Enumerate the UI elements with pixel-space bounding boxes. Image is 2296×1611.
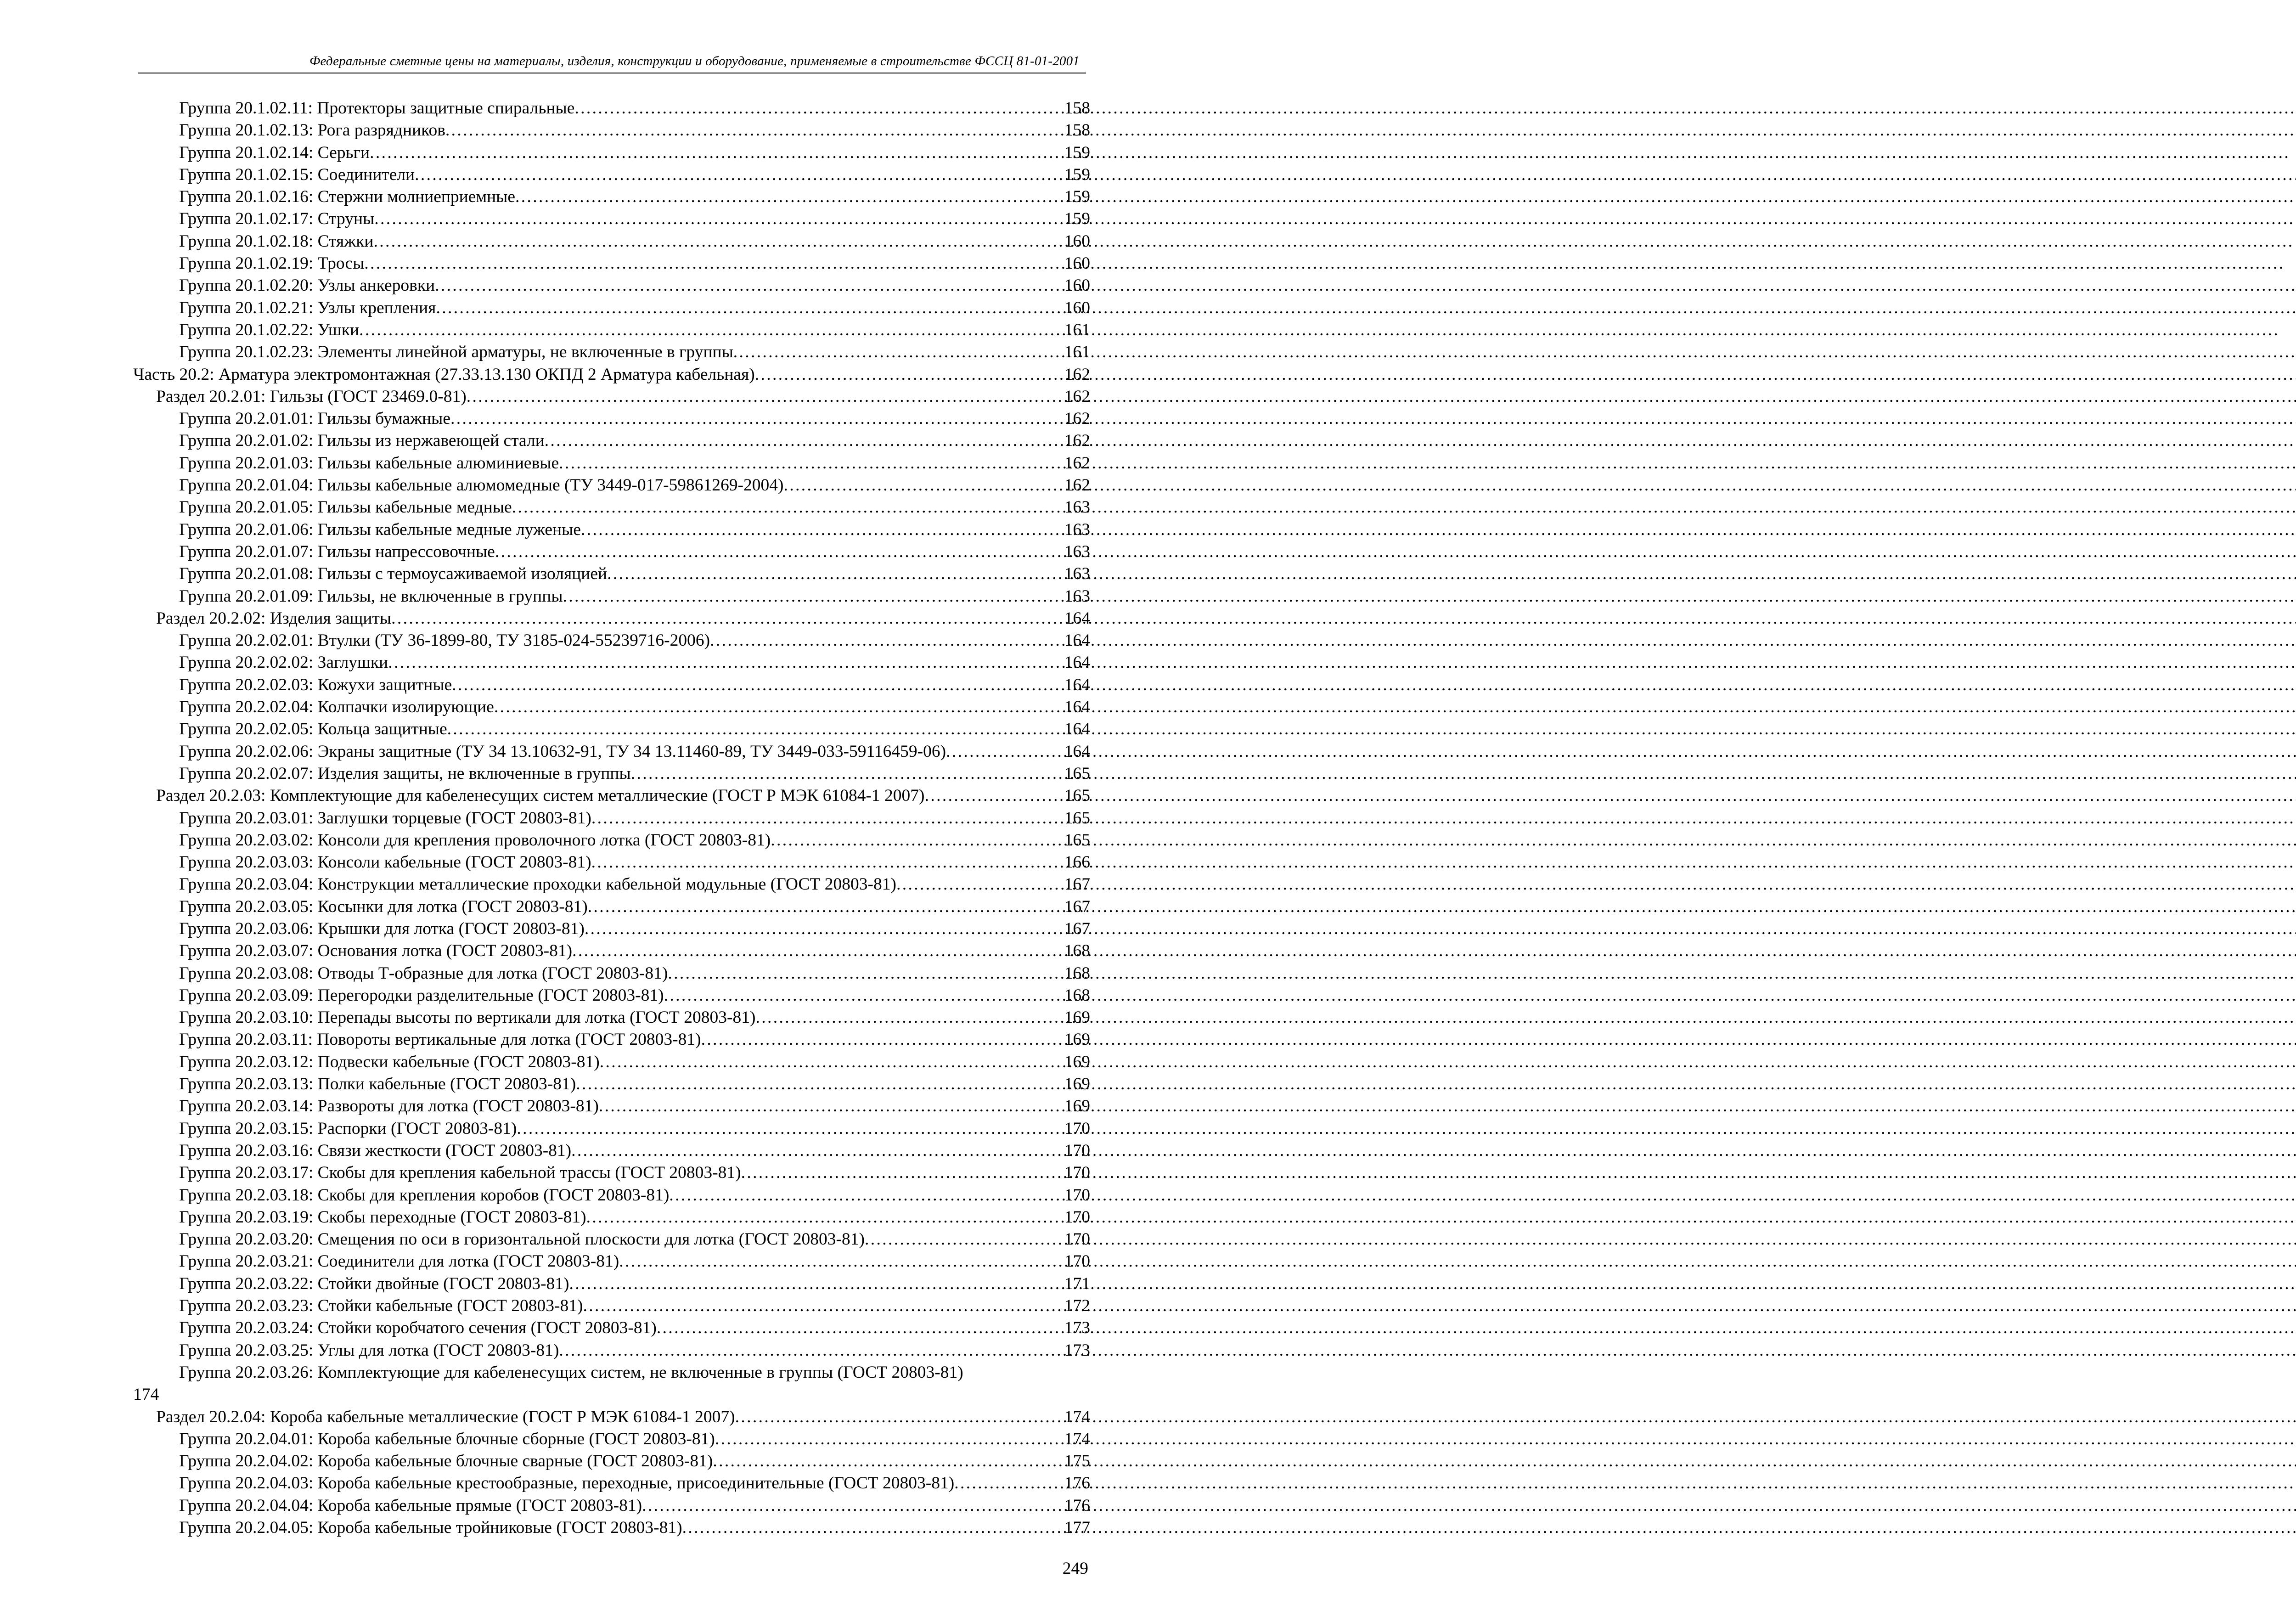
toc-entry-title: Группа 20.1.02.16: Стержни молниеприемные bbox=[179, 187, 516, 207]
toc-entry-title: Группа 20.2.03.07: Основания лотка (ГОСТ 20803-81) bbox=[179, 941, 573, 961]
toc-entry-title: Группа 20.2.03.06: Крышки для лотка (ГОСТ 20803-81) bbox=[179, 919, 585, 938]
toc-entry[interactable] bbox=[133, 253, 1090, 275]
toc-entry[interactable] bbox=[133, 208, 1090, 230]
toc-entry-page: 167 bbox=[1064, 897, 1090, 916]
toc-entry-page: 159 bbox=[1064, 143, 1090, 162]
toc-entry[interactable] bbox=[133, 940, 1090, 962]
toc-entry-title: Группа 20.2.01.08: Гильзы с термоусаживаемой изоляцией bbox=[179, 564, 608, 584]
running-header bbox=[138, 50, 1086, 73]
toc-leader-dots bbox=[495, 541, 1064, 563]
toc-leader-dots bbox=[576, 1073, 1063, 1095]
toc-leader-dots bbox=[517, 1118, 1063, 1140]
toc-entry-page: 175 bbox=[1064, 1452, 1090, 1471]
toc-leader-dots bbox=[559, 1340, 1063, 1362]
toc-entry[interactable] bbox=[133, 364, 1090, 386]
toc-entry[interactable] bbox=[133, 1495, 1090, 1517]
toc-entry-title: Группа 20.2.03.26: Комплектующие для кабеленесущих систем, не включенные в группы (ГОСТ 20803-81) bbox=[179, 1363, 963, 1382]
toc-entry-page: 158 bbox=[1064, 121, 1090, 140]
toc-entry[interactable] bbox=[133, 718, 1090, 740]
toc-entry-title: Часть 20.2: Арматура электромонтажная (27.33.13.130 ОКПД 2 Арматура кабельная) bbox=[133, 365, 755, 384]
toc-entry-page: 160 bbox=[1064, 276, 1090, 295]
toc-entry-page: 177 bbox=[1064, 1518, 1090, 1537]
toc-leader-dots bbox=[571, 1140, 1064, 1162]
toc-entry-page: 165 bbox=[1064, 830, 1090, 850]
toc-leader-dots bbox=[583, 1295, 1063, 1317]
table-of-contents bbox=[133, 97, 1090, 1539]
toc-entry[interactable] bbox=[133, 630, 1090, 652]
toc-entry-title: Группа 20.2.03.20: Смещения по оси в горизонтальной плоскости для лотка (ГОСТ 20803-81) bbox=[179, 1230, 865, 1249]
toc-entry[interactable] bbox=[133, 452, 1090, 474]
toc-entry[interactable] bbox=[133, 963, 1090, 985]
toc-entry-page: 164 bbox=[1064, 675, 1090, 694]
toc-entry-title: Группа 20.2.03.08: Отводы Т-образные для лотка (ГОСТ 20803-81) bbox=[179, 963, 668, 983]
toc-leader-dots bbox=[374, 231, 1064, 253]
toc-entry-title: Группа 20.2.03.21: Соединители для лотка (ГОСТ 20803-81) bbox=[179, 1252, 619, 1271]
toc-leader-dots bbox=[642, 1495, 1064, 1517]
toc-entry-title: Группа 20.2.03.18: Скобы для крепления коробов (ГОСТ 20803-81) bbox=[179, 1185, 670, 1205]
toc-entry-title: Группа 20.2.01.06: Гильзы кабельные медные луженые bbox=[179, 520, 581, 539]
toc-leader-dots bbox=[682, 1517, 1064, 1539]
toc-leader-dots bbox=[896, 873, 1064, 896]
toc-entry-page: 170 bbox=[1064, 1141, 1090, 1160]
toc-entry-leader-line bbox=[133, 1384, 1090, 1406]
toc-entry[interactable] bbox=[133, 1095, 1090, 1117]
toc-leader-dots bbox=[715, 1428, 1064, 1450]
toc-entry-page: 162 bbox=[1064, 409, 1090, 428]
toc-list-continued bbox=[133, 1406, 1090, 1539]
toc-entry[interactable] bbox=[133, 1250, 1090, 1273]
toc-entry[interactable] bbox=[133, 1184, 1090, 1206]
toc-entry[interactable] bbox=[133, 142, 1090, 164]
toc-entry-page: 167 bbox=[1064, 919, 1090, 938]
toc-entry-page: 163 bbox=[1064, 520, 1090, 539]
toc-entry[interactable] bbox=[133, 541, 1090, 563]
toc-entry-page: 161 bbox=[1064, 320, 1090, 339]
toc-leader-dots bbox=[591, 851, 1064, 873]
toc-entry-title: Группа 20.2.02.05: Кольца защитные bbox=[179, 720, 447, 739]
toc-leader-dots bbox=[771, 829, 1064, 851]
toc-entry-page: 174 bbox=[1064, 1429, 1090, 1448]
toc-entry-page: 170 bbox=[1064, 1163, 1090, 1183]
toc-entry-title: Группа 20.2.03.11: Повороты вертикальные для лотка (ГОСТ 20803-81) bbox=[179, 1030, 701, 1049]
toc-entry-title: Группа 20.2.03.05: Косынки для лотка (ГОСТ 20803-81) bbox=[179, 897, 588, 916]
toc-entry-title: Группа 20.1.02.21: Узлы крепления bbox=[179, 298, 436, 317]
toc-entry-title: Группа 20.2.03.16: Связи жесткости (ГОСТ 20803-81) bbox=[179, 1141, 572, 1160]
toc-entry-title: Группа 20.2.04.03: Короба кабельные крестообразные, переходные, присоединительные (ГОСТ 20803-81) bbox=[179, 1474, 955, 1493]
toc-entry-title: Группа 20.2.02.01: Втулки (ТУ 36-1899-80, ТУ 3185-024-55239716-2006) bbox=[179, 631, 710, 650]
toc-entry-page: 164 bbox=[1064, 698, 1090, 717]
toc-leader-dots bbox=[710, 630, 1064, 652]
toc-entry-page: 165 bbox=[1064, 808, 1090, 828]
toc-entry-title: Группа 20.2.03.25: Углы для лотка (ГОСТ 20803-81) bbox=[179, 1341, 559, 1360]
toc-entry[interactable] bbox=[133, 674, 1090, 696]
toc-entry[interactable] bbox=[133, 696, 1090, 718]
toc-entry[interactable] bbox=[133, 586, 1090, 608]
toc-leader-dots bbox=[374, 208, 1063, 230]
toc-entry[interactable] bbox=[133, 741, 1090, 763]
toc-entry-page: 160 bbox=[1064, 254, 1090, 273]
toc-entry-title: Группа 20.2.03.24: Стойки коробчатого сечения (ГОСТ 20803-81) bbox=[179, 1318, 657, 1338]
toc-leader-dots bbox=[946, 741, 1064, 763]
toc-entry[interactable] bbox=[133, 1140, 1090, 1162]
toc-entry[interactable] bbox=[133, 1472, 1090, 1494]
toc-entry-page: 170 bbox=[1064, 1252, 1090, 1271]
toc-leader-dots bbox=[631, 763, 1064, 785]
toc-entry-page: 173 bbox=[1064, 1341, 1090, 1360]
toc-leader-dots bbox=[733, 341, 1064, 363]
toc-entry-title: Раздел 20.2.02: Изделия защиты bbox=[156, 608, 392, 628]
toc-entry-title: Группа 20.2.04.05: Короба кабельные тройниковые (ГОСТ 20803-81) bbox=[179, 1518, 682, 1537]
toc-entry-page: 170 bbox=[1064, 1185, 1090, 1205]
toc-leader-dots bbox=[585, 918, 1064, 940]
toc-entry-title: Группа 20.2.04.02: Короба кабельные блочные сварные (ГОСТ 20803-81) bbox=[179, 1452, 713, 1471]
toc-entry-page: 163 bbox=[1064, 542, 1090, 561]
toc-leader-dots bbox=[599, 1095, 1064, 1117]
toc-entry[interactable] bbox=[133, 918, 1090, 940]
toc-entry-page: 169 bbox=[1064, 1052, 1090, 1071]
toc-entry-page: 169 bbox=[1064, 1075, 1090, 1094]
toc-entry-page: 173 bbox=[1064, 1318, 1090, 1338]
toc-entry-page: 169 bbox=[1064, 1030, 1090, 1049]
toc-entry[interactable] bbox=[133, 186, 1090, 208]
toc-leader-dots bbox=[515, 186, 1064, 208]
toc-entry-wrapped[interactable] bbox=[133, 1362, 1090, 1406]
toc-entry-page: 162 bbox=[1064, 365, 1090, 384]
toc-entry[interactable] bbox=[133, 829, 1090, 851]
toc-entry-page: 166 bbox=[1064, 853, 1090, 872]
toc-entry-title: Группа 20.2.03.14: Развороты для лотка (ГОСТ 20803-81) bbox=[179, 1097, 599, 1116]
toc-entry[interactable] bbox=[133, 1007, 1090, 1029]
toc-entry-page: 174 bbox=[1064, 1407, 1090, 1426]
toc-entry[interactable] bbox=[133, 763, 1090, 785]
toc-entry[interactable] bbox=[133, 119, 1090, 141]
toc-entry[interactable] bbox=[133, 519, 1090, 541]
toc-leader-dots bbox=[569, 1273, 1063, 1295]
toc-entry[interactable] bbox=[133, 1295, 1090, 1317]
toc-entry-page: 162 bbox=[1064, 387, 1090, 406]
toc-entry-title: Группа 20.2.02.02: Заглушки bbox=[179, 653, 388, 672]
toc-entry-title: Раздел 20.2.01: Гильзы (ГОСТ 23469.0-81) bbox=[156, 387, 467, 406]
toc-leader-dots bbox=[664, 985, 1064, 1007]
toc-entry[interactable] bbox=[133, 1406, 1090, 1428]
toc-entry-title: Группа 20.2.02.06: Экраны защитные (ТУ 34 13.10632-91, ТУ 34 13.11460-89, ТУ 3449-033-59116459-06) bbox=[179, 742, 946, 761]
toc-entry-page: 164 bbox=[1064, 653, 1090, 672]
toc-entry-title: Группа 20.2.03.12: Подвески кабельные (ГОСТ 20803-81) bbox=[179, 1052, 600, 1071]
toc-entry-title: Группа 20.1.02.13: Рога разрядников bbox=[179, 121, 445, 140]
toc-entry-title: Группа 20.1.02.17: Струны bbox=[179, 209, 375, 229]
toc-leader-dots bbox=[669, 1184, 1063, 1206]
toc-entry-title: Группа 20.2.03.15: Распорки (ГОСТ 20803-81) bbox=[179, 1119, 517, 1138]
toc-entry-title: Группа 20.1.02.15: Соединители bbox=[179, 165, 415, 184]
toc-leader-dots bbox=[512, 496, 1064, 518]
toc-entry-title: Группа 20.2.03.09: Перегородки разделительные (ГОСТ 20803-81) bbox=[179, 986, 664, 1005]
toc-entry-title: Группа 20.2.01.01: Гильзы бумажные bbox=[179, 409, 451, 428]
toc-entry[interactable] bbox=[133, 341, 1090, 363]
toc-entry-page: 159 bbox=[1064, 187, 1090, 207]
toc-leader-dots bbox=[713, 1450, 1063, 1472]
toc-entry[interactable] bbox=[133, 1206, 1090, 1228]
toc-entry-title: Группа 20.2.01.05: Гильзы кабельные медные bbox=[179, 498, 512, 517]
toc-leader-dots bbox=[784, 474, 1064, 496]
toc-leader-dots bbox=[954, 1472, 1064, 1494]
toc-entry-page: 163 bbox=[1064, 564, 1090, 584]
toc-entry-page: 168 bbox=[1064, 986, 1090, 1005]
toc-entry[interactable] bbox=[133, 1273, 1090, 1295]
toc-leader-dots bbox=[359, 319, 1064, 341]
toc-entry-page: 165 bbox=[1064, 786, 1090, 806]
toc-entry[interactable] bbox=[133, 1029, 1090, 1051]
toc-leader-dots bbox=[447, 718, 1064, 740]
toc-leader-dots bbox=[574, 97, 1063, 119]
toc-entry-page: 164 bbox=[1064, 742, 1090, 761]
toc-entry-title: Группа 20.2.03.13: Полки кабельные (ГОСТ 20803-81) bbox=[179, 1075, 576, 1094]
toc-entry[interactable] bbox=[133, 97, 1090, 119]
toc-leader-dots bbox=[600, 1051, 1064, 1073]
toc-leader-dots bbox=[494, 696, 1064, 718]
toc-entry-title: Группа 20.1.02.23: Элементы линейной арматуры, не включенные в группы bbox=[179, 343, 733, 362]
toc-leader-dots bbox=[657, 1317, 1064, 1339]
toc-leader-dots bbox=[370, 142, 1064, 164]
toc-entry[interactable] bbox=[133, 807, 1090, 829]
toc-leader-dots bbox=[436, 297, 1063, 319]
toc-entry-page: 160 bbox=[1064, 231, 1090, 251]
toc-entry-page: 158 bbox=[1064, 99, 1090, 118]
toc-leader-dots bbox=[415, 164, 1064, 186]
toc-entry-page: 164 bbox=[1064, 631, 1090, 650]
toc-entry[interactable] bbox=[133, 1073, 1090, 1095]
toc-entry-page: 162 bbox=[1064, 431, 1090, 451]
toc-leader-dots bbox=[445, 119, 1064, 141]
toc-entry[interactable] bbox=[133, 1428, 1090, 1450]
toc-leader-dots bbox=[545, 430, 1064, 452]
toc-entry-page: 171 bbox=[1064, 1274, 1090, 1293]
toc-leader-dots bbox=[619, 1250, 1064, 1273]
toc-entry[interactable] bbox=[133, 319, 1090, 341]
toc-leader-dots bbox=[452, 674, 1064, 696]
toc-leader-dots bbox=[364, 253, 1063, 275]
toc-leader-dots bbox=[865, 1228, 1064, 1250]
toc-entry[interactable] bbox=[133, 1051, 1090, 1073]
toc-leader-dots bbox=[391, 608, 1064, 630]
toc-entry-page: 176 bbox=[1064, 1474, 1090, 1493]
toc-entry[interactable] bbox=[133, 1450, 1090, 1472]
toc-leader-dots bbox=[701, 1029, 1064, 1051]
toc-leader-dots bbox=[450, 408, 1064, 430]
toc-entry-title: Группа 20.2.02.07: Изделия защиты, не включенные в группы bbox=[179, 764, 631, 783]
toc-leader-dots bbox=[563, 586, 1064, 608]
toc-entry[interactable] bbox=[133, 563, 1090, 585]
toc-entry[interactable] bbox=[133, 985, 1090, 1007]
toc-leader-dots bbox=[741, 1162, 1064, 1184]
toc-entry-page: 164 bbox=[1064, 608, 1090, 628]
toc-entry[interactable] bbox=[133, 1317, 1090, 1339]
toc-leader-dots bbox=[755, 364, 1064, 386]
toc-entry[interactable] bbox=[133, 1517, 1090, 1539]
toc-leader-dots bbox=[668, 963, 1063, 985]
toc-entry-title: Группа 20.2.01.07: Гильзы напрессовочные bbox=[179, 542, 495, 561]
toc-entry-title: Группа 20.1.02.20: Узлы анкеровки bbox=[179, 276, 435, 295]
toc-entry[interactable] bbox=[133, 1228, 1090, 1250]
toc-entry-page: 164 bbox=[1064, 720, 1090, 739]
toc-entry-page: 167 bbox=[1064, 875, 1090, 894]
toc-entry-page: 170 bbox=[1064, 1119, 1090, 1138]
toc-entry-page: 168 bbox=[1064, 941, 1090, 961]
toc-entry-title: Группа 20.2.01.02: Гильзы из нержавеющей стали bbox=[179, 431, 545, 451]
toc-list bbox=[133, 97, 1090, 1362]
toc-entry[interactable] bbox=[133, 474, 1090, 496]
toc-entry-page: 172 bbox=[1064, 1296, 1090, 1316]
toc-leader-dots bbox=[588, 896, 1064, 918]
toc-entry-page: 163 bbox=[1064, 498, 1090, 517]
toc-entry-title: Раздел 20.2.03: Комплектующие для кабеленесущих систем металлические (ГОСТ Р МЭК 61084-1 2007) bbox=[156, 786, 925, 806]
toc-entry-page: 163 bbox=[1064, 586, 1090, 606]
toc-entry[interactable] bbox=[133, 408, 1090, 430]
toc-leader-dots bbox=[388, 652, 1064, 674]
toc-entry-page: 162 bbox=[1064, 453, 1090, 473]
toc-entry[interactable] bbox=[133, 851, 1090, 873]
toc-entry-page: 168 bbox=[1064, 963, 1090, 983]
toc-leader-dots bbox=[735, 1406, 1064, 1428]
toc-entry[interactable] bbox=[133, 275, 1090, 297]
toc-entry-page: 161 bbox=[1064, 343, 1090, 362]
toc-entry[interactable] bbox=[133, 896, 1090, 918]
toc-entry-title: Группа 20.1.02.22: Ушки bbox=[179, 320, 360, 339]
toc-entry-title: Группа 20.2.04.01: Короба кабельные блочные сборные (ГОСТ 20803-81) bbox=[179, 1429, 715, 1448]
toc-entry-page: 170 bbox=[1064, 1207, 1090, 1227]
toc-entry-page: 176 bbox=[1064, 1496, 1090, 1515]
toc-entry-title: Группа 20.2.01.09: Гильзы, не включенные в группы bbox=[179, 586, 563, 606]
toc-leader-dots bbox=[572, 940, 1064, 962]
toc-entry-title: Группа 20.2.03.10: Перепады высоты по вертикали для лотка (ГОСТ 20803-81) bbox=[179, 1008, 756, 1027]
toc-entry-page: 165 bbox=[1064, 764, 1090, 783]
toc-entry[interactable] bbox=[133, 608, 1090, 630]
toc-entry-title: Группа 20.2.04.04: Короба кабельные прямые (ГОСТ 20803-81) bbox=[179, 1496, 642, 1515]
toc-entry[interactable] bbox=[133, 430, 1090, 452]
toc-entry[interactable] bbox=[133, 873, 1090, 896]
toc-leader-dots bbox=[559, 452, 1064, 474]
toc-entry-title: Группа 20.1.02.19: Тросы bbox=[179, 254, 365, 273]
toc-entry[interactable] bbox=[133, 231, 1090, 253]
toc-entry[interactable] bbox=[133, 1340, 1090, 1362]
toc-leader-dots bbox=[467, 386, 1064, 408]
toc-entry[interactable] bbox=[133, 386, 1090, 408]
toc-entry-title: Группа 20.2.03.19: Скобы переходные (ГОСТ 20803-81) bbox=[179, 1207, 586, 1227]
running-header-text: Федеральные сметные цены на материалы, изделия, конструкции и оборудование, применяемые в строительстве ФССЦ 81-01-2001 bbox=[309, 54, 1080, 68]
toc-entry-title: Группа 20.2.03.17: Скобы для крепления кабельной трассы (ГОСТ 20803-81) bbox=[179, 1163, 741, 1183]
toc-entry[interactable] bbox=[133, 1118, 1090, 1140]
toc-entry-title: Группа 20.1.02.11: Протекторы защитные спиральные bbox=[179, 99, 575, 118]
toc-entry-page: 170 bbox=[1064, 1230, 1090, 1249]
page-number: 249 bbox=[1062, 1559, 1088, 1578]
toc-entry-title: Группа 20.2.01.03: Гильзы кабельные алюминиевые bbox=[179, 453, 559, 473]
toc-entry-title: Группа 20.1.02.14: Серьги bbox=[179, 143, 370, 162]
toc-entry-title: Группа 20.2.03.02: Консоли для крепления проволочного лотка (ГОСТ 20803-81) bbox=[179, 830, 771, 850]
toc-entry-page: 169 bbox=[1064, 1097, 1090, 1116]
toc-entry-title: Группа 20.2.02.03: Кожухи защитные bbox=[179, 675, 452, 694]
toc-leader-dots bbox=[607, 563, 1064, 585]
toc-leader-dots bbox=[581, 519, 1064, 541]
toc-leader-dots bbox=[925, 785, 1064, 807]
toc-entry-title: Группа 20.2.03.22: Стойки двойные (ГОСТ 20803-81) bbox=[179, 1274, 569, 1293]
toc-entry-page: 159 bbox=[1064, 165, 1090, 184]
toc-entry-title: Группа 20.2.03.23: Стойки кабельные (ГОСТ 20803-81) bbox=[179, 1296, 583, 1316]
toc-leader-dots bbox=[435, 275, 1064, 297]
toc-entry[interactable] bbox=[133, 297, 1090, 319]
toc-entry-title: Группа 20.2.03.04: Конструкции металлические проходки кабельной модульные (ГОСТ 20803-81) bbox=[179, 875, 896, 894]
toc-entry-title: Группа 20.2.01.04: Гильзы кабельные алюмомедные (ТУ 3449-017-59861269-2004) bbox=[179, 476, 784, 495]
toc-entry[interactable] bbox=[133, 496, 1090, 518]
toc-leader-dots bbox=[586, 1206, 1064, 1228]
toc-entry-title: Группа 20.2.02.04: Колпачки изолирующие bbox=[179, 698, 494, 717]
toc-entry-page: 162 bbox=[1064, 476, 1090, 495]
toc-entry-page: 159 bbox=[1064, 209, 1090, 229]
toc-entry-page: 169 bbox=[1064, 1008, 1090, 1027]
toc-leader-dots bbox=[755, 1007, 1063, 1029]
toc-entry-page: 160 bbox=[1064, 298, 1090, 317]
toc-entry-title: Группа 20.1.02.18: Стяжки bbox=[179, 231, 374, 251]
toc-entry[interactable] bbox=[133, 785, 1090, 807]
toc-entry-title: Раздел 20.2.04: Короба кабельные металлические (ГОСТ Р МЭК 61084-1 2007) bbox=[156, 1407, 735, 1426]
toc-entry[interactable] bbox=[133, 164, 1090, 186]
toc-leader-dots bbox=[591, 807, 1064, 829]
toc-entry-title: Группа 20.2.03.01: Заглушки торцевые (ГОСТ 20803-81) bbox=[179, 808, 591, 828]
toc-entry[interactable] bbox=[133, 652, 1090, 674]
toc-entry-title: Группа 20.2.03.03: Консоли кабельные (ГОСТ 20803-81) bbox=[179, 853, 591, 872]
toc-entry-page: 174 bbox=[133, 1385, 159, 1404]
toc-entry[interactable] bbox=[133, 1162, 1090, 1184]
